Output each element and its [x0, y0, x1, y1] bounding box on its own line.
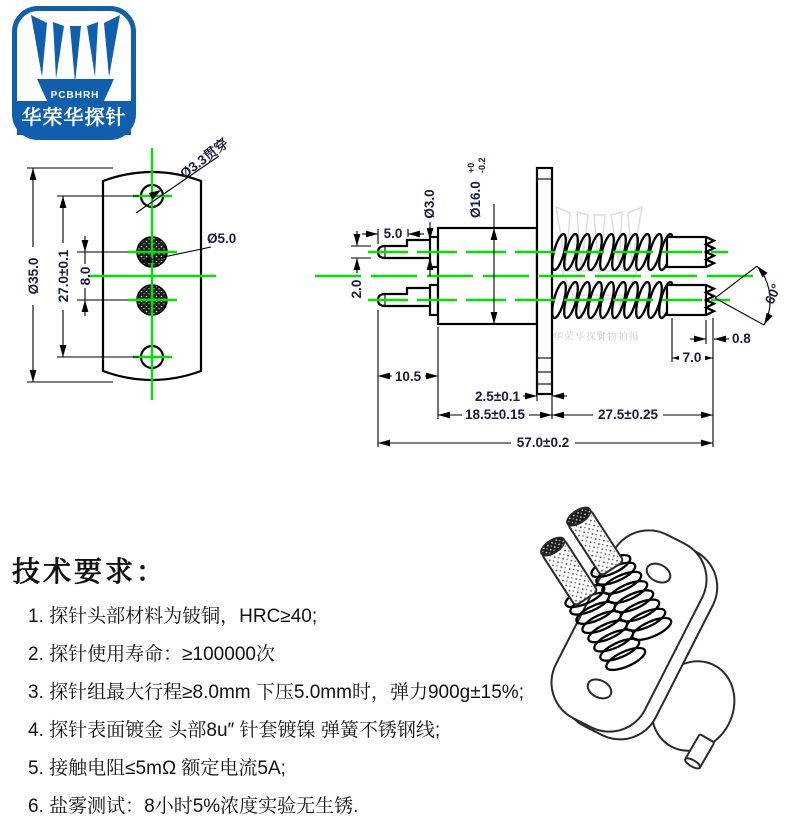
watermark-text-1: 华荣华探针: [553, 332, 608, 343]
dim-tail-len: 5.0: [383, 226, 403, 241]
label-probe-dia: Ø5.0: [207, 231, 237, 246]
dim-tail-dia: Ø3.0: [422, 189, 437, 219]
dim-body-dia-tol-lower: -0.2: [477, 157, 487, 173]
side-view: [315, 157, 784, 450]
dim-tip-angle: 60°: [761, 281, 785, 307]
note-item-6: 6. 盐雾测试：8小时5%浓度实验无生锈.: [28, 796, 359, 817]
dim-front-len: 18.5±0.15: [465, 407, 525, 422]
front-view: [26, 134, 236, 400]
note-item-1: 1. 探针头部材料为铍铜，HRC≥40;: [28, 606, 318, 627]
note-item-4: 4. 探针表面镀金 头部8u″ 针套镀镍 弹簧不锈钢线;: [28, 720, 441, 741]
dim-body-dia: Ø16.0: [468, 181, 483, 218]
upper-tail-pin: [378, 240, 430, 258]
dim-hole-pitch: 27.0±0.1: [56, 249, 71, 303]
dim-body-dia-tol-upper: +0: [466, 162, 476, 173]
technical-drawing: [0, 130, 800, 480]
brand-logo: [12, 6, 136, 140]
logo-company-text: 华荣华探针: [17, 101, 131, 135]
dim-probe-pitch: 8.0: [78, 266, 93, 286]
dim-flange-thk: 2.5±0.1: [475, 389, 520, 404]
dim-body-len: 10.5: [394, 369, 422, 384]
technical-notes: [12, 550, 532, 818]
note-item-5: 5. 接触电阻≤5mΩ 额定电流5A;: [28, 758, 286, 779]
dim-probe-len: 27.5±0.25: [598, 407, 658, 422]
logo-crown-icon: [21, 13, 127, 107]
flange-section: [537, 168, 552, 394]
note-item-2: 2. 探针使用寿命：≥100000次: [28, 644, 275, 665]
note-item-3: 3. 探针组最大行程≥8.0mm 下压5.0mm时，弹力900g±15%;: [28, 682, 524, 703]
isometric-view: [480, 460, 800, 800]
dim-head-len: 7.0: [682, 350, 702, 365]
dim-tail-thk: 2.0: [349, 279, 364, 299]
dim-total-len: 57.0±0.2: [516, 435, 570, 450]
lower-tail-pin: [378, 288, 430, 306]
watermark-text-2: 实物拍摄: [596, 332, 640, 343]
label-mount-hole: Ø3.3贯穿: [177, 135, 232, 182]
dim-tooth-depth: 0.8: [732, 331, 751, 346]
logo-brand-text: PCBHRH: [50, 90, 100, 101]
notes-title: 技术要求：: [12, 556, 168, 587]
dim-overall-dia: Ø35.0: [26, 257, 41, 295]
